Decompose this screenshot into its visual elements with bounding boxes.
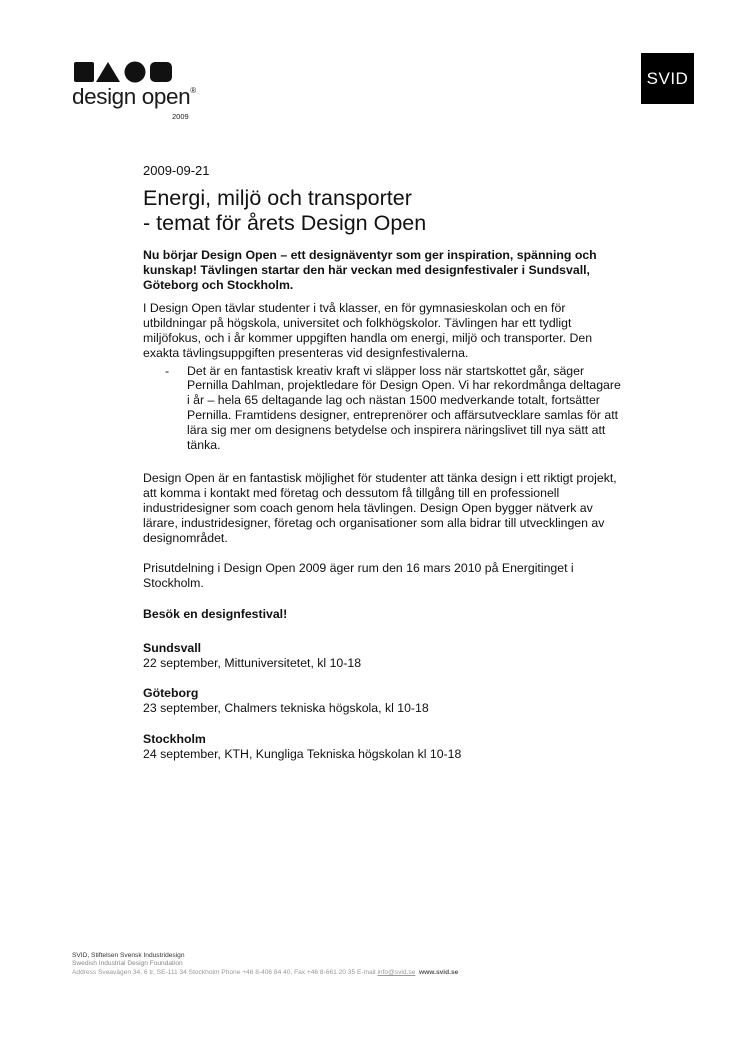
footer-org: SVID, Stiftelsen Svensk Industridesign (72, 952, 185, 959)
title-line-2: - temat för årets Design Open (143, 211, 427, 235)
page-title (143, 186, 623, 236)
quote-dash: - (165, 363, 170, 378)
logo-year: 2009 (172, 112, 189, 121)
footer-address: Address Sveavägen 34, 6 tr, SE-111 34 Stockholm Phone +46 8-406 84 40, Fax +46 8-661 20 35 E-mail (72, 968, 378, 976)
email-link[interactable]: info@svid.se (377, 968, 416, 976)
festival-city: Sundsvall (143, 640, 202, 655)
festival-details: 24 september, KTH, Kungliga Tekniska högskolan kl 10-18 (143, 746, 462, 761)
festival-sundsvall (143, 641, 623, 671)
festival-city: Stockholm (143, 731, 206, 746)
title-line-1: Energi, miljö och transporter (143, 186, 412, 210)
website-link[interactable]: www.svid.se (419, 968, 459, 976)
lead-paragraph: Nu börjar Design Open – ett designäventyr som ger inspiration, spänning och kunskap! Tävlingen startar den här veckan med designfestivaler i Sundsvall, Göteborg och Stockholm. (143, 248, 597, 292)
quote-text: Det är en fantastisk kreativ kraft vi släpper loss när startskottet går, säger Pernilla Dahlman, projektledare för Design Open. Vi har rekordmånga deltagare i år – hela 65 deltagande lag och nästan 1500 medverkande totalt, fortsätter Pernilla. Framtidens designer, entreprenörer och affärsutvecklare samlas för att lära sig mer om designens betydelse och inspirera näringslivet till nya sätt att tänka. (187, 363, 621, 452)
quote-block (143, 364, 623, 453)
release-date: 2009-09-21 (143, 163, 210, 178)
festival-details: 22 september, Mittuniversitetet, kl 10-18 (143, 655, 362, 670)
page-footer (72, 952, 672, 977)
festival-heading: Besök en designfestival! (143, 606, 288, 621)
festival-stockholm (143, 732, 623, 762)
festival-details: 23 september, Chalmers tekniska högskola, kl 10-18 (143, 701, 429, 716)
logo-wordmark: design open® (72, 84, 196, 109)
body-paragraph-2: Design Open är en fantastisk möjlighet för studenter att tänka design i ett riktigt projekt, att komma i kontakt med företag och dessutom få tillgång till en professionell industridesigner som coach genom hela tävlingen. Design Open bygger nätverk av lärare, industridesigner, företag och organisationer som alla bidrar till utvecklingen av designområdet. (143, 471, 617, 545)
festival-city: Göteborg (143, 686, 199, 701)
footer-org-en: Swedish Industrial Design Foundation (72, 960, 183, 968)
body-paragraph-3: Prisutdelning i Design Open 2009 äger rum den 16 mars 2010 på Energitinget i Stockholm. (143, 561, 574, 591)
body-paragraph-1: I Design Open tävlar studenter i två klasser, en för gymnasieskolan och en för utbildningar på högskola, universitet och folkhögskolor. Tävlingen har ett tydligt miljöfokus, och i år kommer uppgiften handla om energi, miljö och transporter. Den exakta tävlingsuppgiften presenteras vid designfestivalerna. (143, 301, 593, 360)
footer-contact (72, 969, 672, 977)
press-release (143, 163, 623, 778)
festival-goteborg (143, 686, 623, 716)
logo-shapes-icon (74, 61, 194, 83)
svid-logo: SVID (641, 53, 694, 104)
design-open-logo (72, 61, 222, 127)
